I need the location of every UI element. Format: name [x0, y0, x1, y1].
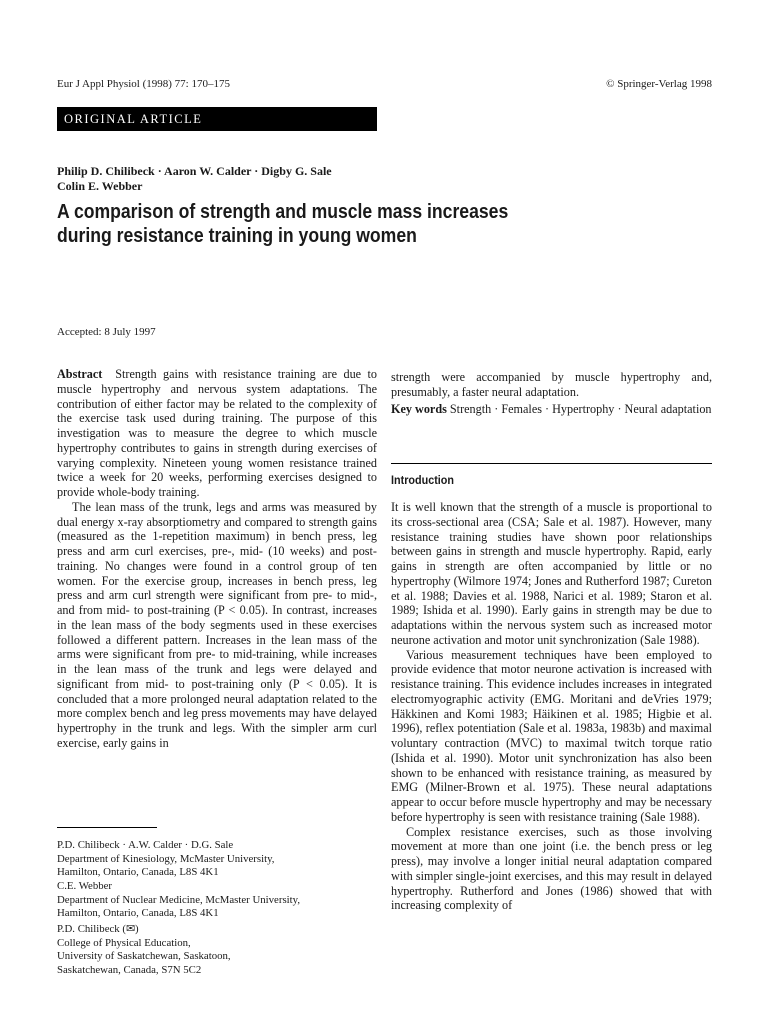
article-title [57, 201, 638, 248]
affiliation-line: Hamilton, Ontario, Canada, L8S 4K1 [57, 866, 219, 878]
introduction-body [391, 500, 712, 913]
affiliation-block [57, 880, 377, 921]
affiliation-line: Department of Kinesiology, McMaster University, [57, 852, 275, 865]
section-divider [391, 463, 712, 464]
affiliation-line: Hamilton, Ontario, Canada, L8S 4K1 [57, 907, 219, 919]
affiliation-line: College of Physical Education, [57, 936, 191, 949]
right-column-top [391, 370, 712, 416]
article-type-banner: ORIGINAL ARTICLE [57, 107, 377, 131]
journal-citation: Eur J Appl Physiol (1998) 77: 170–175 [57, 78, 230, 90]
affiliation-line: Saskatchewan, Canada, S7N 5C2 [57, 963, 202, 976]
section-heading: Introduction [391, 473, 454, 487]
accepted-date: Accepted: 8 July 1997 [57, 326, 156, 338]
abstract-column [57, 367, 377, 751]
keywords [391, 402, 712, 417]
keywords-text: Strength · Females · Hypertrophy · Neural adaptation [449, 401, 712, 416]
keywords-label: Key words [391, 401, 447, 416]
intro-paragraph: It is well known that the strength of a muscle is proportional to its cross-sectional area (CSA; Sale et al. 1987). However, many resistance training studies have shown poor relationships between gains in strength and muscle hypertrophy. Rapid, early gains in strength are often accompanied by little or no hypertrophy (Wilmore 1974; Jones and Rutherford 1987; Cureton et al. 1988; Davies et al. 1988, Narici et al. 1989; Staron et al. 1989; Ishida et al. 1990). Early gains in strength may be due to adaptations within the nervous system such as increased motor neurone activation and motor unit synchronization (Sale 1988). [391, 500, 712, 647]
affiliation-block [57, 839, 377, 880]
title-line: A comparison of strength and muscle mass increases [57, 201, 509, 223]
title-line: during resistance training in young women [57, 224, 417, 247]
affiliation-line: Department of Nuclear Medicine, McMaster University, [57, 893, 301, 906]
footnote-divider [57, 827, 157, 828]
abstract-paragraph [57, 367, 377, 500]
author-line: Philip D. Chilibeck · Aaron W. Calder · Digby G. Sale [57, 164, 332, 178]
abstract-continuation: strength were accompanied by muscle hypertrophy and, presumably, a faster neural adaptation. [391, 370, 712, 399]
copyright-notice: © Springer-Verlag 1998 [606, 78, 712, 90]
affiliation-line: P.D. Chilibeck (✉) [57, 923, 139, 935]
affiliation-line: University of Saskatchewan, Saskatoon, [57, 950, 231, 962]
affiliation-line: P.D. Chilibeck · A.W. Calder · D.G. Sale [57, 839, 234, 851]
abstract-paragraph: The lean mass of the trunk, legs and arms was measured by dual energy x-ray absorptiometry and compared to strength gains (measured as the 1-repetition maximum) in bench press, leg press and arm curl exercises, pre-, mid- (10 weeks) and post-training. No changes were found in a control group of ten women. For the exercise group, increases in bench press, leg press and arm curl strength were significant from pre- to mid-, and from mid- to post-training (P < 0.05). In contrast, increases in the lean mass of the body segments used in these exercises followed a different pattern. Increases in the lean mass of the arms were significant from pre- to mid-training, while increases in the lean mass of the trunk and legs were delayed and significant from mid- to post-training only (P < 0.05). It is concluded that a more prolonged neural adaptation related to the more complex bench and leg press movements may have delayed hypertrophy in the trunk and legs. With the simpler arm curl exercise, early gains in [57, 499, 377, 750]
abstract-label: Abstract [57, 367, 103, 381]
intro-paragraph: Complex resistance exercises, such as those involving movement at more than one joint (i.e. the bench press or leg press), may involve a longer initial neural adaptation compared with simpler single-joint exercises, and this may result in delayed hypertrophy. Rutherford and Jones (1986) showed that with increasing complexity of [391, 824, 712, 913]
affiliation-block [57, 923, 377, 977]
abstract-text: Strength gains with resistance training are due to muscle hypertrophy and nervous system adaptations. The contribution of either factor may be related to the complexity of the exercise task used during training. The purpose of this investigation was to measure the degree to which muscle hypertrophy contributes to gains in strength during exercises of varying complexity. Nineteen young women resistance trained twice a week for 20 weeks, performing exercises designed to provide whole-body training. [57, 367, 378, 499]
intro-paragraph: Various measurement techniques have been employed to provide evidence that motor neurone activation is increased with resistance training. This evidence includes increases in integrated electromyographic activity (EMG. Moritani and deVries 1979; Häkkinen and Komi 1983; Häikinen et al. 1985; Higbie et al. 1996), reflex potentiation (Sale et al. 1983a, 1983b) and maximal voluntary contraction (MVC) to maximal twitch torque ratio (Ishida et al. 1990). Motor unit synchronization has also been shown to be enhanced with resistance training, as measured by EMG (Milner-Brown et al. 1975). These neural adaptations appear to occur before muscle hypertrophy and may be necessary before hypertrophy is seen with resistance training (Sale 1988). [391, 647, 712, 824]
author-line: Colin E. Webber [57, 178, 143, 193]
affiliation-line: C.E. Webber [57, 880, 113, 892]
author-list [57, 164, 657, 193]
